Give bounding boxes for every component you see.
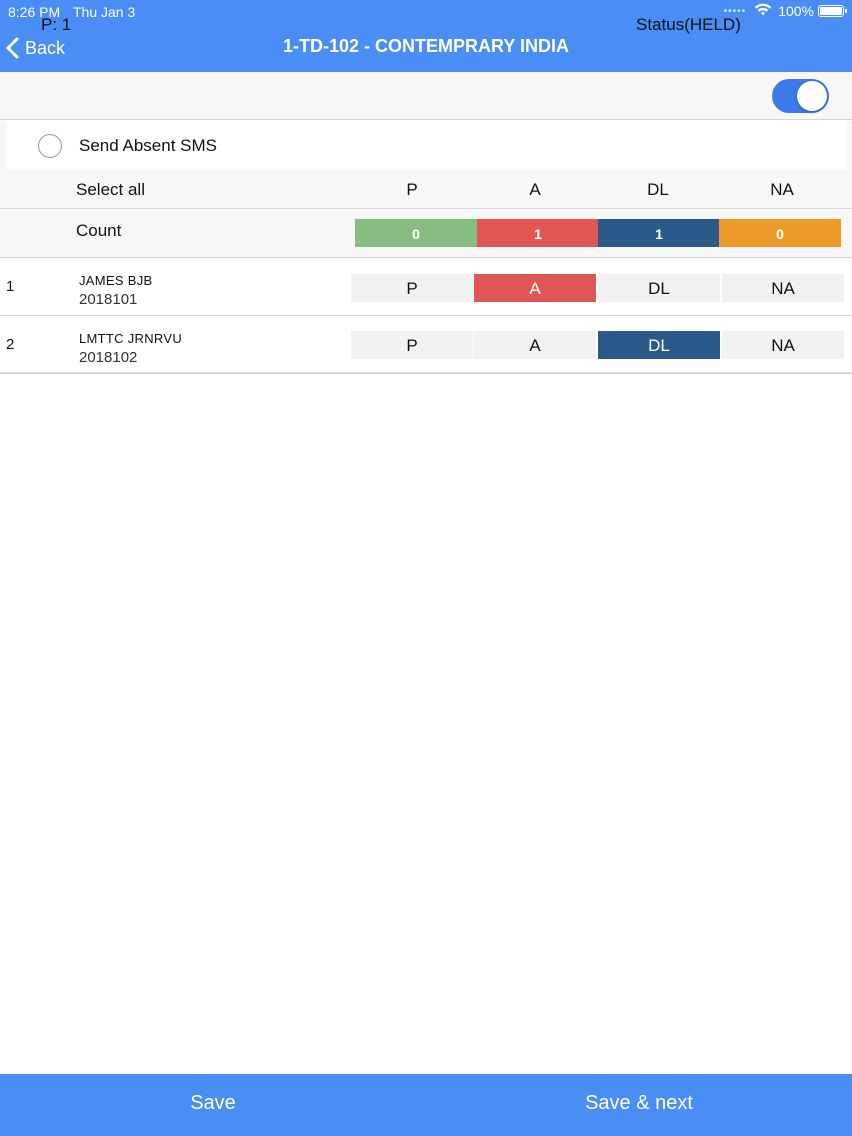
mark-absent-button[interactable]: A: [474, 274, 596, 302]
row-index: 1: [6, 278, 15, 295]
list-divider: [0, 372, 852, 375]
column-header-p[interactable]: P: [406, 180, 418, 199]
count-label: Count: [76, 221, 122, 240]
mark-present-button[interactable]: P: [351, 274, 473, 302]
send-sms-label: Send Absent SMS: [79, 136, 217, 155]
select-all-button[interactable]: Select all: [76, 180, 145, 199]
mark-absent-button[interactable]: A: [474, 331, 596, 359]
signal-dots-icon: •••••: [723, 5, 747, 17]
column-header-dl[interactable]: DL: [647, 180, 669, 199]
battery-icon: [818, 5, 844, 17]
student-id: 2018102: [79, 349, 138, 366]
period-label: P: 1: [41, 15, 72, 34]
mark-na-button[interactable]: NA: [722, 331, 844, 359]
save-next-button[interactable]: Save & next: [585, 1092, 693, 1114]
status-time: 8:26 PM: [8, 4, 61, 20]
back-label: Back: [25, 37, 66, 58]
send-sms-radio[interactable]: [38, 134, 62, 158]
mark-dl-button[interactable]: DL: [598, 331, 720, 359]
column-header-a[interactable]: A: [529, 180, 541, 199]
status-indicators: [724, 3, 844, 19]
period-row: [0, 72, 852, 120]
column-header-na[interactable]: NA: [770, 180, 794, 199]
page-title: 1-TD-102 - CONTEMPRARY INDIA: [282, 36, 570, 56]
mark-dl-button[interactable]: DL: [598, 274, 720, 302]
count-a: 1: [477, 219, 599, 247]
save-button[interactable]: Save: [190, 1092, 236, 1114]
mark-na-button[interactable]: NA: [722, 274, 844, 302]
count-dl: 1: [598, 219, 720, 247]
student-name: JAMES BJB: [79, 273, 153, 288]
wifi-icon: [754, 3, 772, 19]
battery-percent: 100%: [778, 3, 814, 19]
student-id: 2018101: [79, 291, 138, 308]
toggle-knob: [797, 81, 827, 111]
mark-present-button[interactable]: P: [351, 331, 473, 359]
student-name: LMTTC JRNRVU: [79, 331, 183, 346]
status-date: Thu Jan 3: [73, 4, 136, 20]
status-label: Status(HELD): [636, 15, 741, 34]
status-toggle[interactable]: [772, 79, 829, 113]
count-na: 0: [719, 219, 841, 247]
count-p: 0: [355, 219, 477, 247]
top-bar: [0, 0, 852, 72]
row-index: 2: [6, 336, 15, 353]
